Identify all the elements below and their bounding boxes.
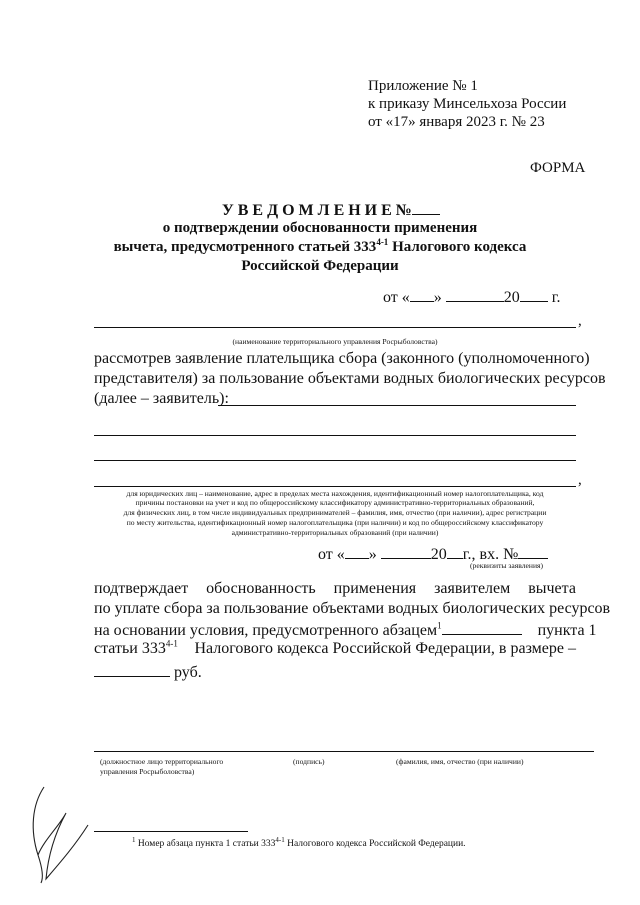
ref-from-label: от « bbox=[318, 546, 345, 563]
signature-sign-caption: (подпись) bbox=[293, 757, 325, 766]
body2-line2: по уплате сбора за пользование объектами водных биологических ресурсов bbox=[94, 600, 611, 617]
form-label: ФОРМА bbox=[530, 160, 586, 176]
body2-line4 bbox=[94, 640, 576, 658]
territorial-name-line bbox=[94, 327, 576, 328]
ref-year-suffix: г., вх. № bbox=[462, 546, 519, 563]
body1-line3: (далее – заявитель): bbox=[94, 390, 229, 407]
body2-line4-a: статьи 333 bbox=[94, 640, 166, 657]
ref-number-blank bbox=[518, 544, 548, 559]
body2-word-4: заявителем bbox=[434, 580, 511, 597]
title-line-3-sup: 4-1 bbox=[376, 237, 389, 247]
appendix-number: Приложение № 1 bbox=[368, 78, 478, 94]
ref-day-blank bbox=[345, 544, 369, 559]
body2-line3 bbox=[94, 620, 597, 640]
footnote-separator bbox=[94, 831, 248, 832]
date-year-blank bbox=[520, 287, 548, 302]
applicant-caption-3: для физических лиц, в том числе индивидуальных предпринимателей – фамилия, имя, отчество (при наличии), адрес регистрации bbox=[123, 508, 547, 517]
body1-line1: рассмотрев заявление плательщика сбора (законного (уполномоченного) bbox=[94, 350, 590, 367]
amount-blank bbox=[94, 662, 170, 677]
ref-year-blank bbox=[447, 544, 463, 559]
title-line-3 bbox=[80, 239, 560, 256]
body2-line3-a: на основании условия, предусмотренного абзацем bbox=[94, 622, 438, 639]
date-year-suffix: г. bbox=[551, 289, 561, 306]
order-date: от «17» января 2023 г. № 23 bbox=[368, 114, 545, 130]
body2-line4-b: Налогового кодекса Российской Федерации, в размере – bbox=[194, 640, 576, 657]
date-day-blank bbox=[410, 287, 434, 302]
applicant-caption-4: по месту жительства, идентификационный номер налогоплательщика (при наличии) и код по общероссийскому классификатору bbox=[126, 518, 544, 527]
applicant-line-4 bbox=[94, 486, 576, 487]
footnote-mark: 1 bbox=[132, 835, 136, 844]
signature-official-caption: (должностное лицо территориального bbox=[100, 757, 224, 766]
body2-line5 bbox=[94, 662, 202, 682]
applicant-caption-1: для юридических лиц – наименование, адрес в пределах места нахождения, идентификационный номер налогоплательщика, код bbox=[126, 489, 544, 498]
date-from-label: от « bbox=[383, 289, 410, 306]
date-year-prefix: 20 bbox=[503, 289, 520, 306]
signature-fio-caption: (фамилия, имя, отчество (при наличии) bbox=[396, 757, 524, 766]
footnote-text-b: Налогового кодекса Российской Федерации. bbox=[284, 839, 466, 849]
notice-title-text: У В Е Д О М Л Е Н И Е № bbox=[222, 202, 412, 219]
ref-month-blank bbox=[381, 544, 431, 559]
rubles-label: руб. bbox=[174, 664, 202, 681]
application-ref-caption: (реквизиты заявления) bbox=[470, 561, 544, 570]
territorial-caption: (наименование территориального управления Росрыболовства) bbox=[232, 337, 438, 346]
body2-line4-sup: 4-1 bbox=[165, 638, 178, 649]
order-reference: к приказу Минсельхоза России bbox=[368, 96, 567, 112]
territorial-comma: , bbox=[578, 313, 582, 329]
ref-close-quote: » bbox=[368, 546, 377, 563]
body2-line1 bbox=[94, 580, 576, 598]
applicant-line-1 bbox=[218, 405, 576, 406]
title-line-4: Российской Федерации bbox=[241, 258, 399, 274]
body2-word-5: вычета bbox=[528, 580, 576, 597]
footnote-text bbox=[132, 835, 466, 850]
applicant-line-2 bbox=[94, 435, 576, 436]
body2-word-3: применения bbox=[333, 580, 417, 597]
signature-line bbox=[94, 751, 594, 752]
paragraph-number-blank bbox=[442, 620, 522, 635]
body1-line2: представителя) за пользование объектами водных биологических ресурсов bbox=[94, 370, 606, 387]
title-line-2: о подтверждении обоснованности применения bbox=[162, 220, 478, 236]
notice-title bbox=[222, 200, 440, 220]
footnote-text-a: Номер абзаца пункта 1 статьи 333 bbox=[135, 839, 276, 849]
title-line-3-b: Налогового кодекса bbox=[388, 239, 527, 255]
footnote-ref-sup: 1 bbox=[437, 620, 442, 631]
body2-line3-b: пункта 1 bbox=[537, 622, 597, 639]
applicant-line-3 bbox=[94, 460, 576, 461]
body2-word-1: подтверждает bbox=[94, 580, 189, 597]
signature-official-caption-2: управления Росрыболовства) bbox=[100, 767, 195, 776]
applicant-comma: , bbox=[578, 472, 582, 488]
title-line-3-a: вычета, предусмотренного статьей 333 bbox=[113, 239, 377, 255]
handwritten-mark-icon bbox=[14, 785, 94, 885]
body2-line4-a-wrap bbox=[94, 640, 178, 658]
body2-word-2: обоснованность bbox=[206, 580, 316, 597]
ref-year-prefix: 20 bbox=[430, 546, 447, 563]
notice-number-blank bbox=[412, 200, 440, 215]
applicant-caption-5: административно-территориальных образований (при наличии) bbox=[231, 528, 439, 537]
date-close-quote: » bbox=[433, 289, 442, 306]
footnote-sup: 4-1 bbox=[275, 835, 285, 844]
applicant-caption-2: причины постановки на учет и код по общероссийскому классификатору административно-территориальных образований, bbox=[135, 498, 535, 507]
date-month-blank bbox=[446, 287, 504, 302]
notice-date-line bbox=[383, 287, 561, 307]
